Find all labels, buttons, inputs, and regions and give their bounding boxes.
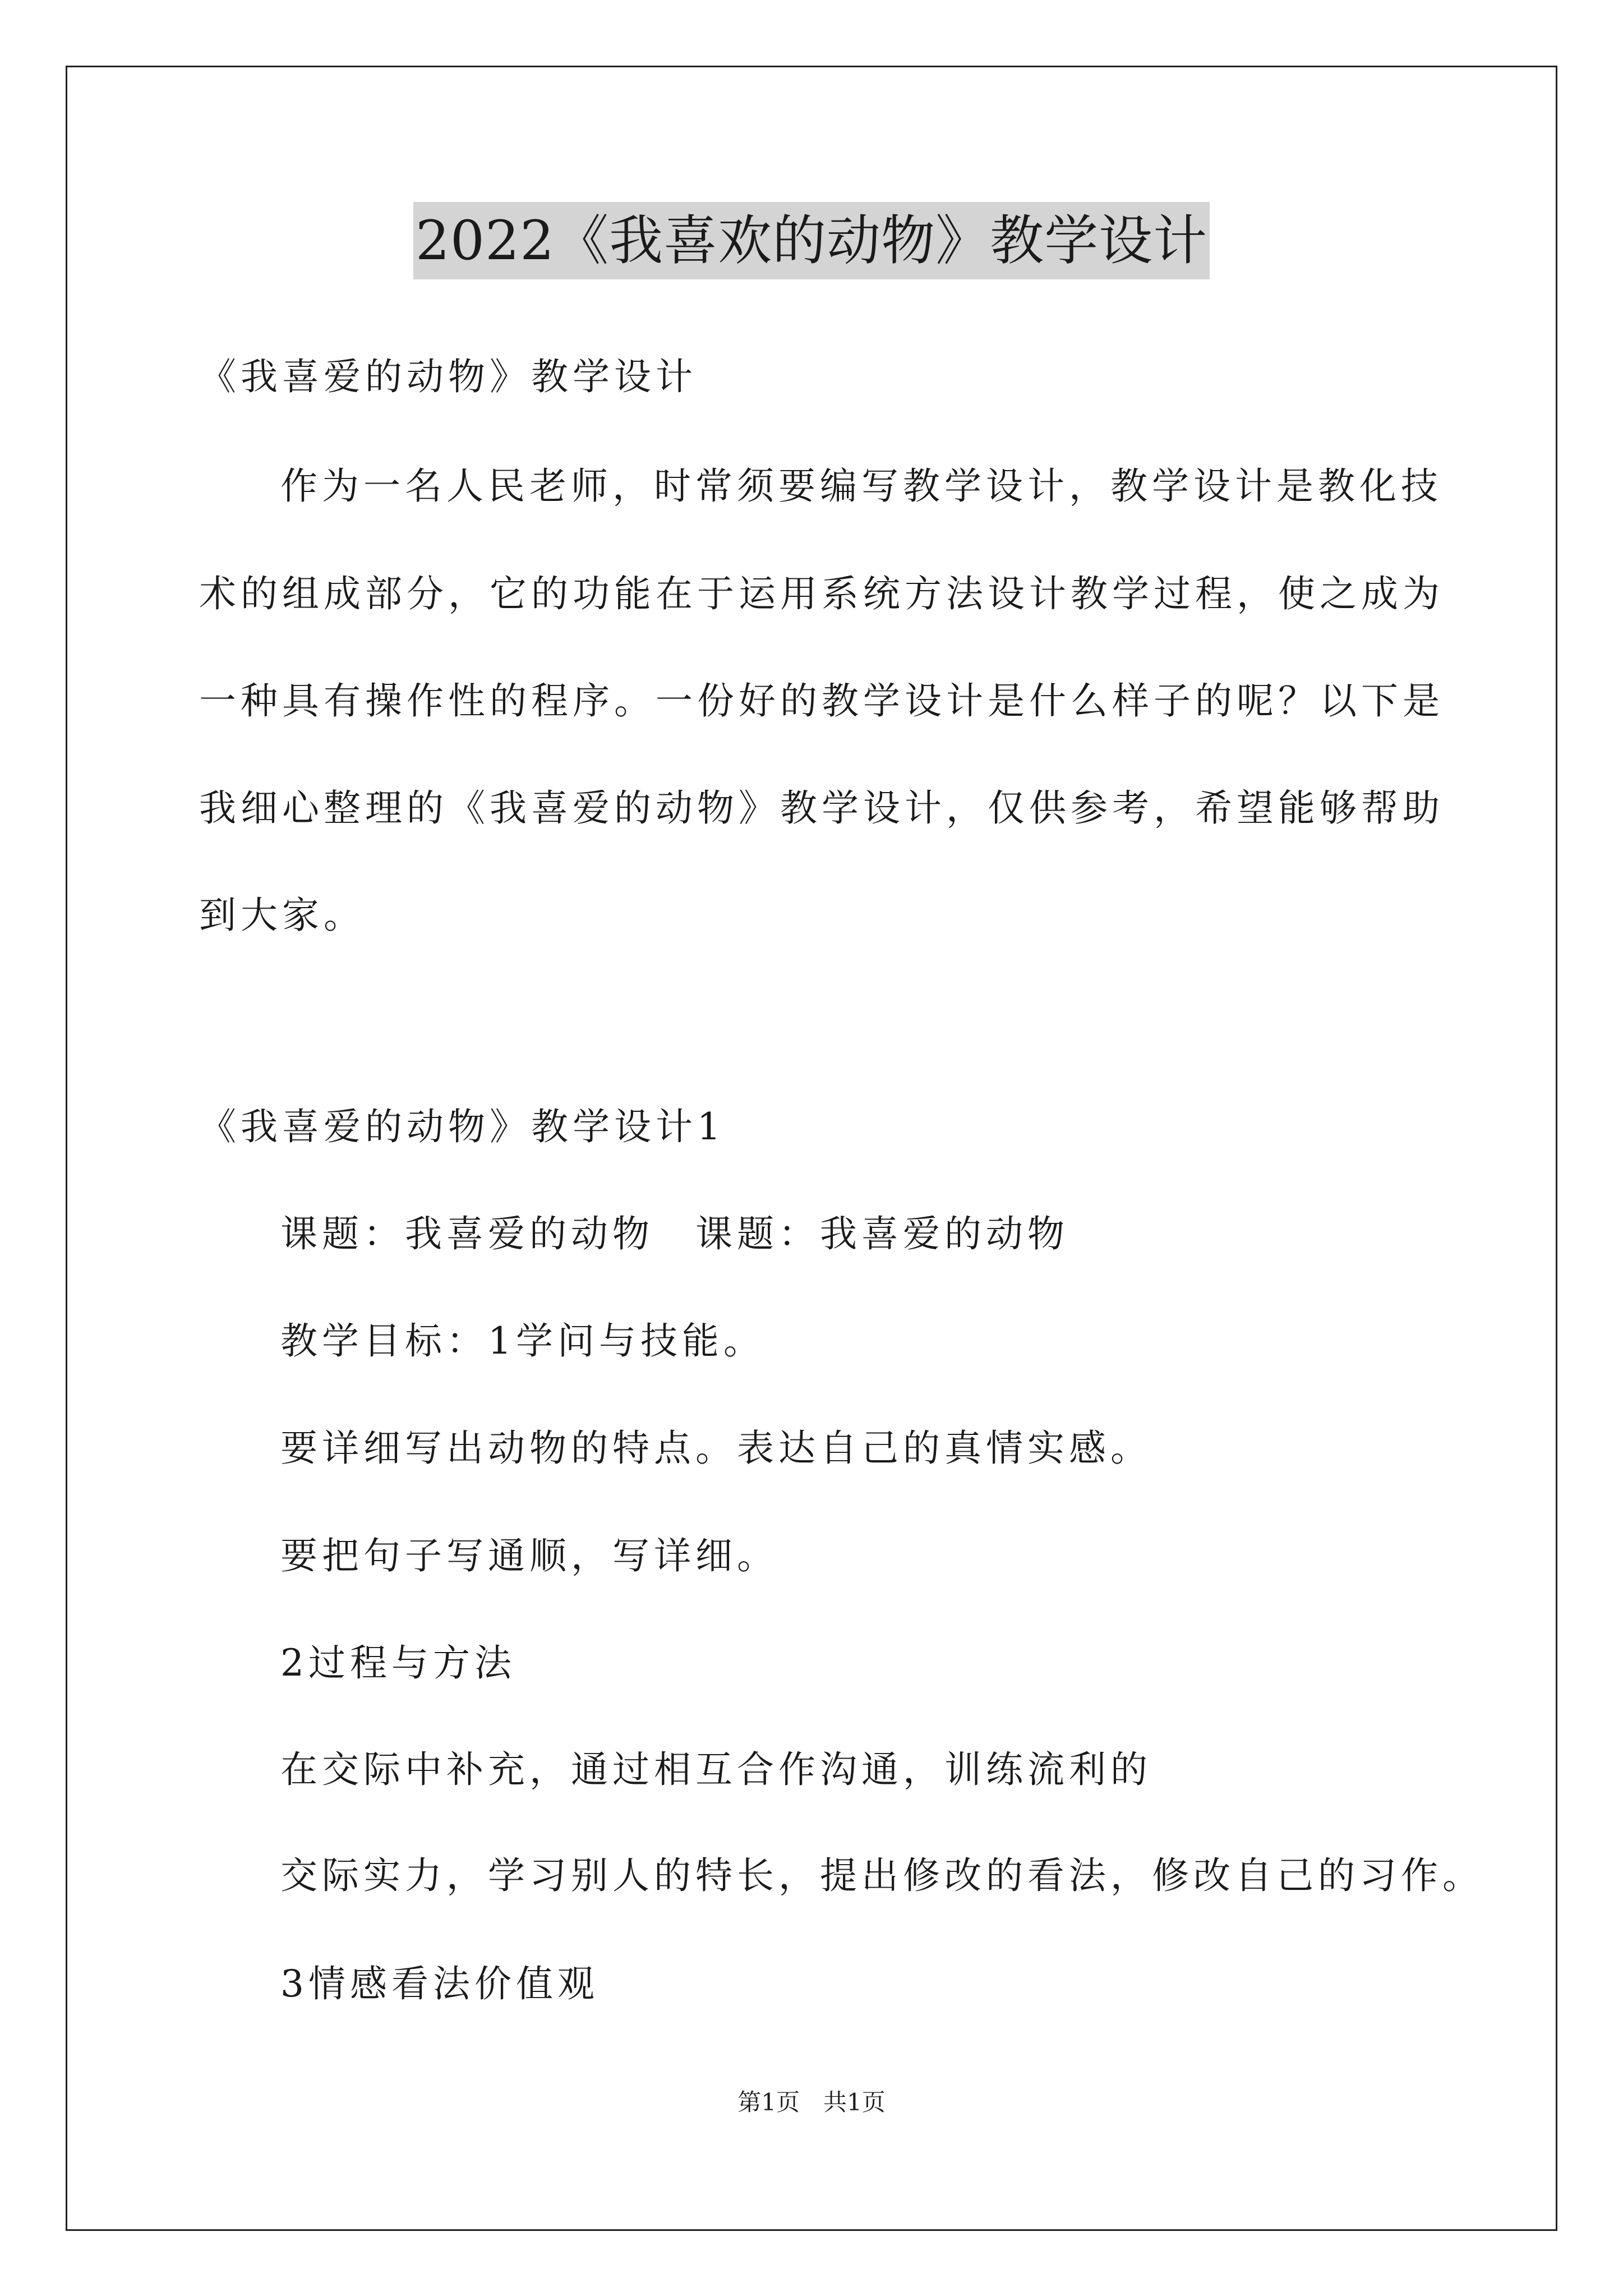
- section-heading: 《我喜爱的动物》教学设计: [199, 355, 697, 398]
- paragraph-line: 我细心整理的《我喜爱的动物》教学设计，仅供参考，希望能够帮助: [199, 786, 1444, 830]
- paragraph-line: 在交际中补充，通过相互合作沟通，训练流利的: [280, 1748, 1152, 1791]
- paragraph-line: 一种具有操作性的程序。一份好的教学设计是什么样子的呢？以下是: [199, 679, 1444, 723]
- document-title: 2022《我喜欢的动物》教学设计: [413, 202, 1210, 279]
- paragraph-line: 术的组成部分，它的功能在于运用系统方法设计教学过程，使之成为: [199, 572, 1444, 615]
- paragraph-line: 到大家。: [199, 894, 365, 937]
- paragraph-line: 要详细写出动物的特点。表达自己的真情实感。: [280, 1427, 1152, 1470]
- paragraph-line: 要把句子写通顺，写详细。: [280, 1534, 778, 1577]
- title-container: [0, 202, 1623, 279]
- paragraph-line: 课题：我喜爱的动物 课题：我喜爱的动物: [280, 1212, 1069, 1255]
- paragraph-line: 2过程与方法: [280, 1641, 516, 1685]
- section-heading: 《我喜爱的动物》教学设计1: [199, 1105, 725, 1148]
- paragraph-line: 教学目标：1学问与技能。: [280, 1319, 765, 1363]
- paragraph-line: 作为一名人民老师，时常须要编写教学设计，教学设计是教化技: [280, 464, 1442, 508]
- paragraph-line: 3情感看法价值观: [280, 1962, 599, 2005]
- page-footer: 第1页 共1页: [737, 2088, 886, 2116]
- paragraph-line: 交际实力，学习别人的特长，提出修改的看法，修改自己的习作。: [280, 1854, 1484, 1897]
